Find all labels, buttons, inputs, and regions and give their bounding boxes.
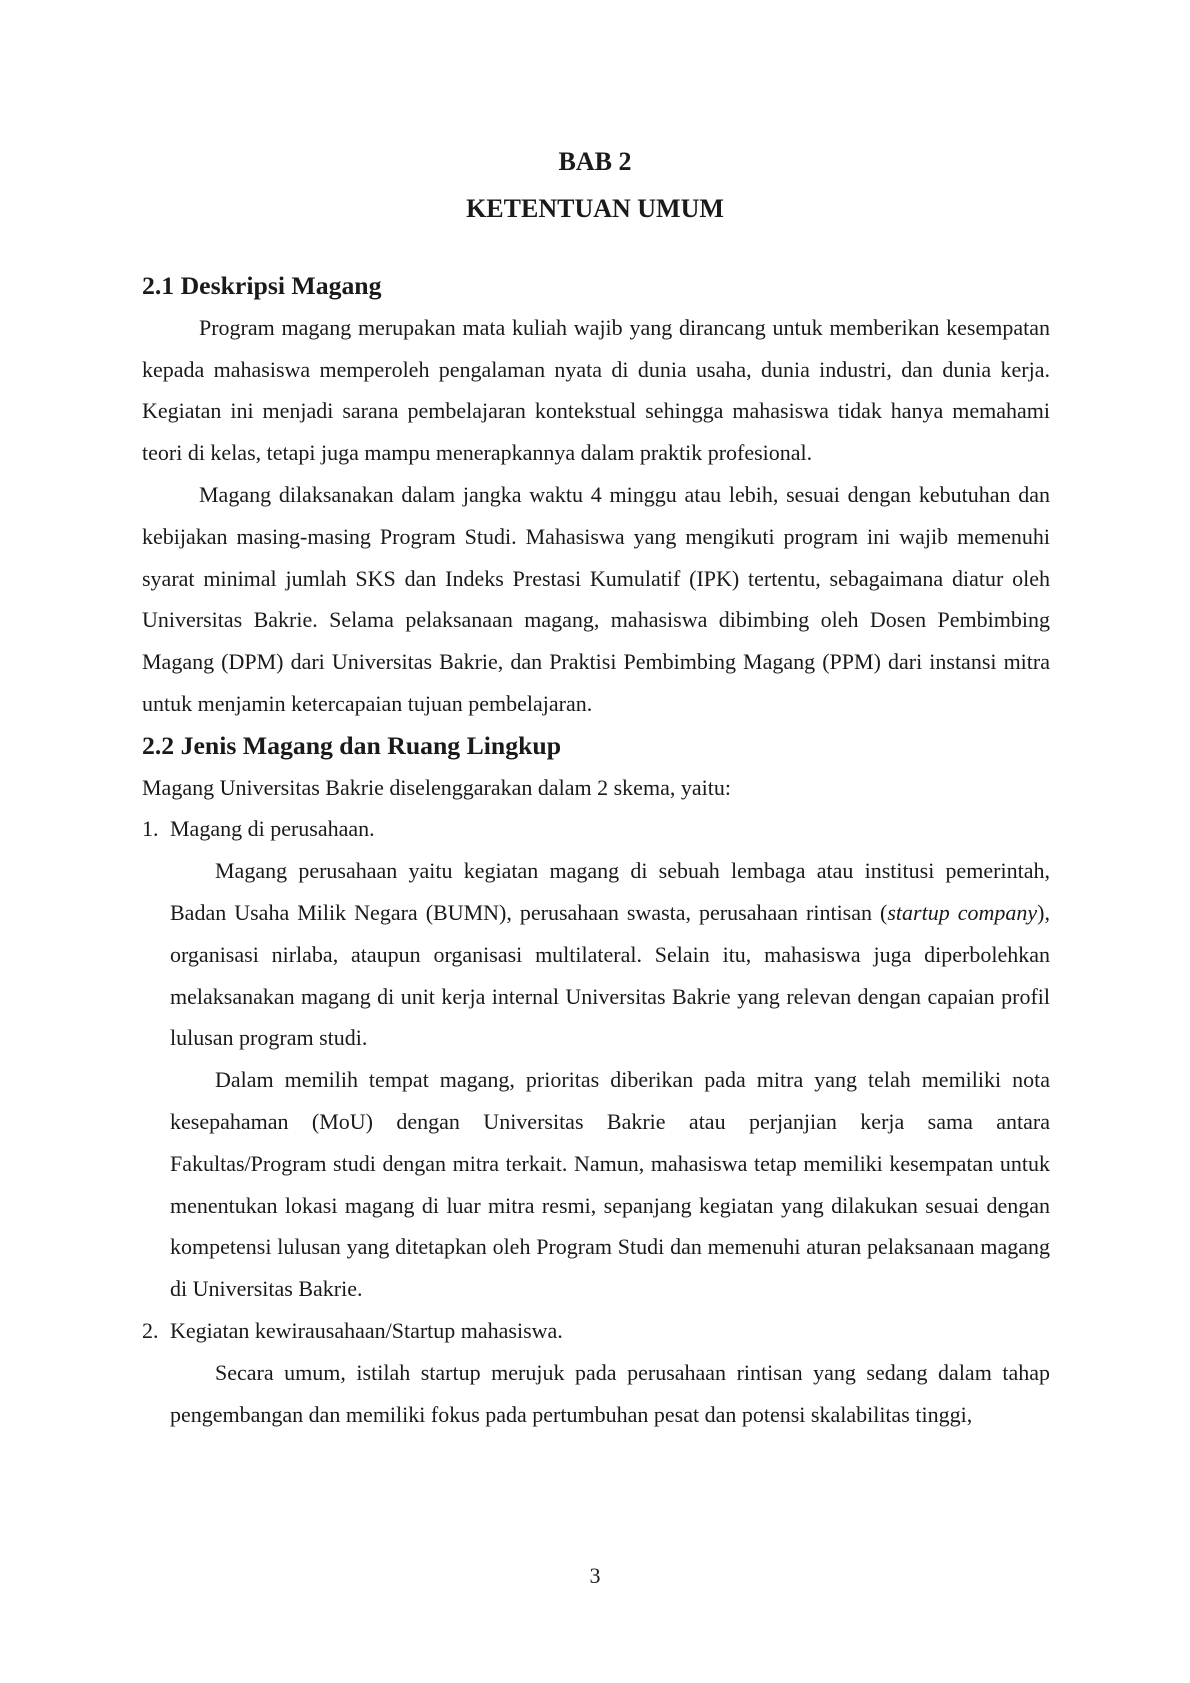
page-number: 3 bbox=[589, 1563, 601, 1588]
italic-term: startup company bbox=[887, 899, 1038, 925]
document-body bbox=[142, 265, 1050, 1435]
list-item-2 bbox=[142, 1310, 1050, 1352]
section-heading-2-1: 2.1 Deskripsi Magang bbox=[142, 271, 382, 300]
list-item-title: Magang di perusahaan. bbox=[170, 816, 375, 842]
list-item-title: Kegiatan kewirausahaan/Startup mahasiswa. bbox=[170, 1317, 563, 1343]
list-item-1-body bbox=[142, 850, 1050, 1310]
section-heading-2-2: 2.2 Jenis Magang dan Ruang Lingkup bbox=[142, 730, 562, 760]
paragraph: Magang dilaksanakan dalam jangka waktu 4 minggu atau lebih, sesuai dengan kebutuhan dan kebijakan masing-masing Program Studi. Mahasiswa yang mengikuti program ini wajib memenuhi syarat minimal jumlah SKS dan Indeks Prestasi Kumulatif (IPK) tertentu, sebagaimana diatur oleh Universitas Bakrie. Selama pelaksanaan magang, mahasiswa dibimbing oleh Dosen Pembimbing Magang (DPM) dari Universitas Bakrie, dan Praktisi Pembimbing Magang (PPM) dari instansi mitra untuk menjamin ketercapaian tujuan pembelajaran. bbox=[142, 481, 1050, 716]
paragraph bbox=[170, 850, 1050, 1059]
paragraph: Secara umum, istilah startup merujuk pada perusahaan rintisan yang sedang dalam tahap pengembangan dan memiliki fokus pada pertumbuhan pesat dan potensi skalabilitas tinggi, bbox=[170, 1359, 1050, 1427]
section-intro: Magang Universitas Bakrie diselenggarakan dalam 2 skema, yaitu: bbox=[142, 774, 731, 800]
text-run: ), organisasi nirlaba, ataupun organisasi multilateral. Selain itu, mahasiswa juga diperbolehkan melaksanakan magang di unit kerja internal Universitas Bakrie yang relevan dengan capaian profil lulusan program studi. bbox=[170, 899, 1050, 1051]
list-marker: 1. bbox=[142, 816, 159, 842]
list-marker: 2. bbox=[142, 1317, 159, 1343]
list-item-2-body bbox=[142, 1352, 1050, 1436]
chapter-title: KETENTUAN UMUM bbox=[466, 194, 724, 223]
paragraph: Dalam memilih tempat magang, prioritas diberikan pada mitra yang telah memiliki nota kesepahaman (MoU) dengan Universitas Bakrie atau perjanjian kerja sama antara Fakultas/Program studi dengan mitra terkait. Namun, mahasiswa tetap memiliki kesempatan untuk menentukan lokasi magang di luar mitra resmi, sepanjang kegiatan yang dilakukan sesuai dengan kompetensi lulusan yang ditetapkan oleh Program Studi dan memenuhi aturan pelaksanaan magang di Universitas Bakrie. bbox=[170, 1067, 1050, 1302]
paragraph: Program magang merupakan mata kuliah wajib yang dirancang untuk memberikan kesempatan kepada mahasiswa memperoleh pengalaman nyata di dunia usaha, dunia industri, dan dunia kerja. Kegiatan ini menjadi sarana pembelajaran kontekstual sehingga mahasiswa tidak hanya memahami teori di kelas, tetapi juga mampu menerapkannya dalam praktik profesional. bbox=[142, 314, 1050, 466]
text-run: Magang perusahaan yaitu kegiatan magang di sebuah lembaga atau institusi pemerintah, Badan Usaha Milik Negara (BUMN), perusahaan swasta, perusahaan rintisan ( bbox=[170, 858, 1050, 925]
list-item-1 bbox=[142, 808, 1050, 850]
chapter-number: BAB 2 bbox=[558, 147, 632, 176]
